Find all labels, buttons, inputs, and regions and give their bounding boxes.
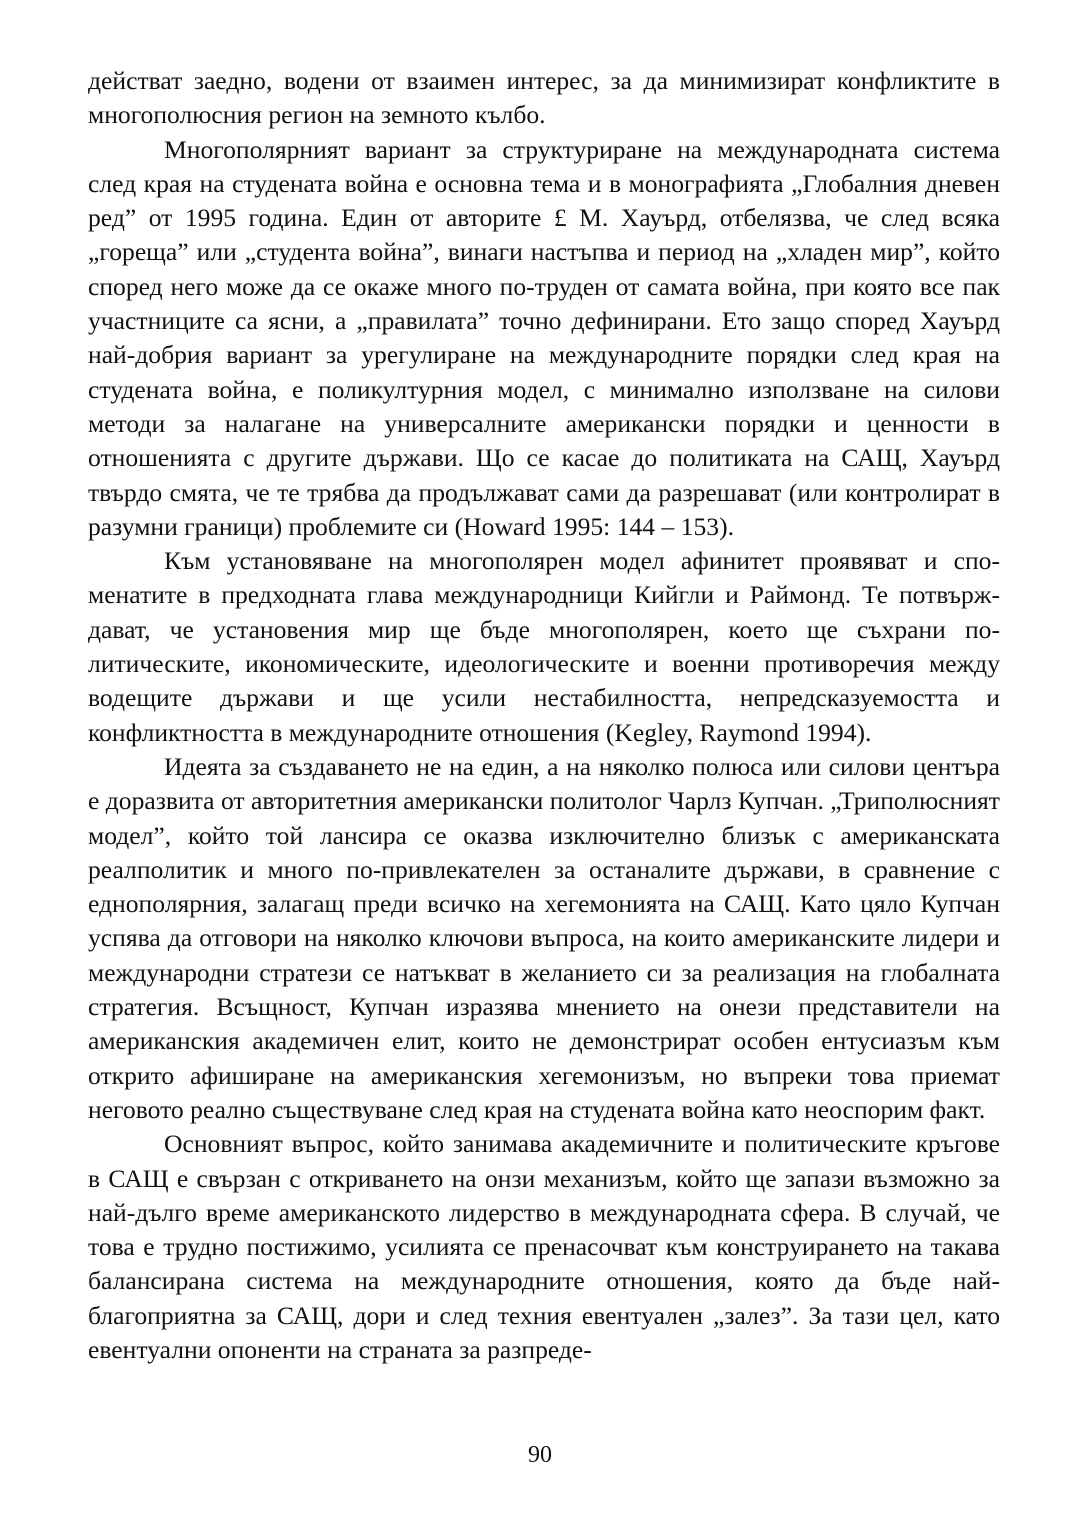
paragraph-kegley-raymond: Към установяване на многополярен модел афинитет проявяват и споменатите в предходната глава международници Кийгли и Раймонд. Те потвърждават, че установения мир ще бъде многополярен, което ще съхрани политическите, икономическите, идеологическите и военни противоречия между водещите държави и ще усили нестабилността, непредсказуемостта и конфликтността в международните отношения (Kegley, Raymond 1994). xyxy=(88,546,1000,747)
page-number: 90 xyxy=(528,1442,552,1468)
paragraph-continuation: действат заедно, водени от взаимен интерес, за да минимизират конфликтите в многополюсния регион на земното кълбо. xyxy=(88,66,1000,130)
paragraph-main-question: Основният въпрос, който занимава академичните и политическите кръгове в САЩ е свързан с откриването на онзи механизъм, който ще запази възможно за най-дълго време американското лидерство в международната сфера. В случай, че това е трудно постижимо, усилията се пренасочват към конструирането на такава балансирана система на международните отношения, която да бъде най-благоприятна за САЩ, дори и след техния евентуален „залез”. За тази цел, като евентуални опоненти на страната за разпреде- xyxy=(88,1129,1000,1364)
paragraph-kupchan: Идеята за създаването не на един, а на няколко полюса или силови центъра е доразвита от авторитетния американски политолог Чарлз Купчан. „Триполюсният модел”, който той лансира се оказва изключително близък с американската реалполитик и много по-привлекателен за останалите държави, в сравнение с еднополярния, залагащ преди всичко на хегемонията на САЩ. Като цяло Купчан успява да отговори на няколко ключови въпроса, на които американските лидери и международни стратези се натъкват в желанието си за реализация на глобалната стратегия. Всъщност, Купчан изразява мнението на онези представители на американския академичен елит, които не демонстрират особен ентусиазъм към открито афиширане на американския хегемонизъм, но въпреки това приемат неговото реално съществуване след края на студената война като неоспорим факт. xyxy=(88,751,1000,1124)
page-body xyxy=(88,64,1000,1367)
paragraph-multipolar-variant: Многополярният вариант за структуриране на международната система след края на студената война е основна тема и в монографията „Глобалния дневен ред” от 1995 година. Един от авторите £ М. Хауърд, отбелязва, че след всяка „гореща” или „студента война”, винаги настъпва и период на „хладен мир”, който според него може да се окаже много по-труден от самата война, при която все пак участниците са ясни, а „правилата” точно дефинирани. Ето защо според Хауърд най-добрия вариант за урегулиране на международните порядки след края на студената война, е поликултурния модел, с минимално използване на силови методи за налагане на универсалните американски порядки и ценности в отношенията с другите държави. Що се касае до политиката на САЩ, Хауърд твърдо смята, че те трябва да продължават сами да разрешават (или контролират в разумни граници) проблемите си (Howard 1995: 144 – 153). xyxy=(88,134,1000,541)
